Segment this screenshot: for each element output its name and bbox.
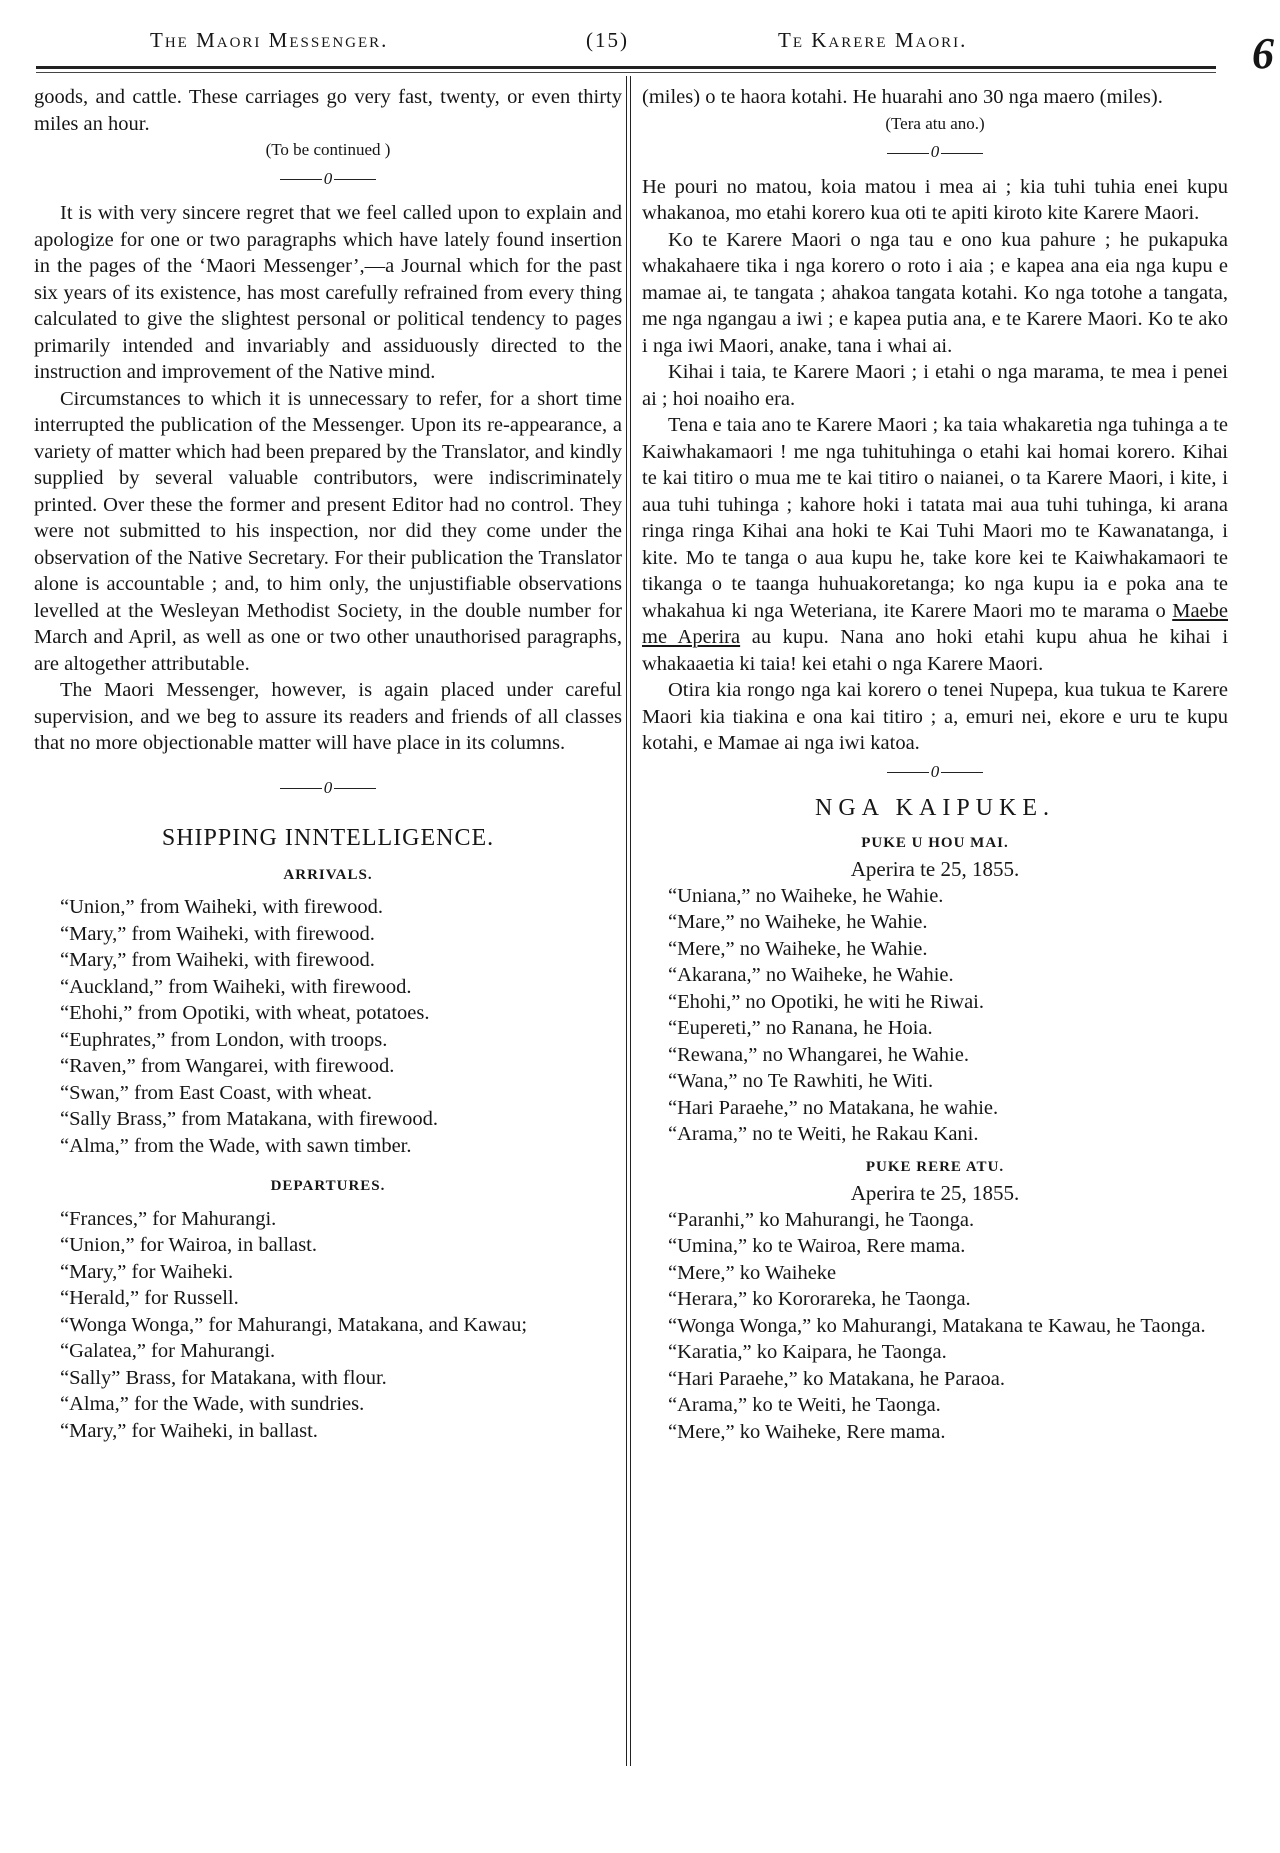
arrivals-list [642,883,1228,1148]
list-item: “Euphrates,” from London, with troops. [60,1028,388,1051]
list-item: “Mere,” ko Waiheke [668,1261,837,1284]
to-be-continued: (To be continued ) [265,140,391,159]
paragraph: The Maori Messenger, however, is again placed under careful supervision, and we beg to assure its readers and friends of all classes that no more objectionable matter will have place in its columns. [34,679,622,754]
paragraph: Otira kia rongo nga kai korero o tenei Nupepa, kua tukua te Karere Maori kia tiakina e ona kai titiro ; a, emuri nei, ekore e uru te kupu kotahi, e Mamae ai nga iwi katoa. [642,679,1228,754]
list-item: “Alma,” for the Wade, with sundries. [60,1393,365,1415]
separator: 0 [34,166,622,193]
shipping-heading: NGA KAIPUKE. [815,795,1055,821]
list-item: “Wana,” no Te Rawhiti, he Witi. [668,1070,934,1092]
list-item: “Sally Brass,” from Matakana, with firewood. [60,1108,439,1130]
list-item: “Mere,” ko Waiheke, Rere mama. [668,1420,946,1443]
list-item: “Akarana,” no Waiheke, he Wahie. [668,964,954,986]
list-item: “Union,” from Waiheki, with firewood. [60,896,384,918]
list-item: “Mere,” no Waiheke, he Wahie. [668,937,928,960]
list-item: “Uniana,” no Waiheke, he Wahie. [668,884,944,907]
departures-list [642,1207,1228,1446]
list-item: “Raven,” from Wangarei, with firewood. [60,1055,395,1077]
paragraph: (miles) o te haora kotahi. He huarahi ano 30 nga maero (miles). [642,86,1163,108]
list-item: “Mary,” from Waiheki, with firewood. [60,922,375,945]
list-item: “Umina,” ko te Wairoa, Rere mama. [668,1235,966,1257]
arrivals-heading: ARRIVALS. [283,866,373,883]
list-item: “Ehohi,” from Opotiki, with wheat, potatoes. [60,1002,430,1024]
list-item: “Sally” Brass, for Matakana, with flour. [60,1366,387,1389]
list-item: “Galatea,” for Mahurangi. [60,1340,276,1362]
list-item: “Karatia,” ko Kaipara, he Taonga. [668,1341,947,1363]
maori-column [642,84,1228,1445]
list-item: “Frances,” for Mahurangi. [60,1207,277,1230]
separator: 0 [642,759,1228,786]
arrivals-heading: PUKE U HOU MAI. [861,834,1009,851]
shipping-heading: SHIPPING INNTELLIGENCE. [161,825,495,851]
list-item: “Arama,” ko te Weiti, he Taonga. [668,1394,941,1416]
column-divider [626,76,631,1766]
to-be-continued: (Tera atu ano.) [885,113,985,133]
list-item: “Mary,” for Waiheki, in ballast. [60,1419,318,1442]
paragraph: He pouri no matou, koia matou i mea ai ; kia tuhi tuhia enei kupu whakanoa, mo etahi korero kua oti te apiti kiroto kite Karere Maori. [642,175,1228,224]
header-english-title: The Maori Messenger. [150,28,389,52]
list-item: “Eupereti,” no Ranana, he Hoia. [668,1017,933,1039]
list-item: “Mary,” for Waiheki. [60,1260,234,1283]
arrivals-list [34,894,622,1159]
paragraph: Circumstances to which it is unnecessary to refer, for a short time interrupted the publication of the Messenger. Upon its re-appearance, a variety of matter which had been prepared by the Translator, and kindly supplied by several valuable contributors, were indiscriminately printed. Over these the former and present Editor had no control. They were not submitted to his inspection, nor did they come under the observation of the Native Secretary. For their publication the Translator alone is accountable ; and, to him only, the unjustifiable observations levelled at the Wesleyan Methodist Society, in the double number for March and April, as well as one or two other unauthorised paragraphs, are altogether attributable. [34,387,622,675]
list-item: “Herara,” ko Kororareka, he Taonga. [668,1288,971,1310]
paragraph-text: au kupu. Nana ano hoki etahi kupu ahua he kihai i whakaaetia ki taia! kei etahi o nga Karere Maori. [642,626,1229,675]
separator: 0 [642,139,1228,166]
header-maori-title: Te Karere Maori. [778,28,968,52]
departures-heading: DEPARTURES. [270,1178,386,1194]
paragraph: Ko te Karere Maori o nga tau e ono kua pahure ; he pukapuka whakahaere tika i nga korero o roto i aia ; e kapea ana eia nga kupu e mamae ai, te tangata ; ahakoa tangata kotahi. Ko nga totohe a tangata, me nga ngangau a iwi ; e kapea putia ana, e te Karere Maori. Ko te ako i nga iwi Maori, anake, tana i whai ai. [642,228,1228,357]
list-item: “Auckland,” from Waiheki, with firewood. [60,975,412,998]
departures-list [34,1206,622,1445]
underlined-text: Maebe me Aperira [642,599,1228,648]
list-item: “Arama,” no te Weiti, he Rakau Kani. [668,1123,979,1145]
page-number: (15) [586,28,629,52]
arrivals-date: Aperira te 25, 1855. [850,857,1020,881]
list-item: “Mary,” from Waiheki, with firewood. [60,949,375,971]
header-rule-thin [36,72,1216,73]
paragraph-text: Tena e taia ano te Karere Maori ; ka taia whakaretia nga tuhinga a te Kaiwhakamaori ! me nga tuhituhinga o etahi kai homai korero. Kihai te kai titiro o mua me te kai titiro o naianei, o ta Karere Maori, i kite, i aua tuhi tuhinga ; kahore hoki i tatata mai aua tuhi tuhinga, ki arana ringa ringa Kihai ana hoki te Kai Tuhi Maori mo te Kawanatanga, i kite. Mo te tanga o aua kupu he, take kore kei te Kaiwhakamaori te tikanga o te taanga huhuakoretanga; ko nga kupu ia e poka ana te whakahua ki nga Weteriana, ite Karere Maori mo te marama o [642,414,1228,622]
paragraph [642,412,1228,677]
list-item: “Paranhi,” ko Mahurangi, he Taonga. [668,1208,975,1231]
list-item: “Wonga Wonga,” for Mahurangi, Matakana, and Kawau; [60,1313,528,1336]
separator: 0 [34,775,622,802]
list-item: “Ehohi,” no Opotiki, he witi he Riwai. [668,990,984,1013]
header-rule [36,66,1216,69]
paragraph: goods, and cattle. These carriages go very fast, twenty, or even thirty miles an hour. [34,86,622,135]
list-item: “Hari Paraehe,” no Matakana, he wahie. [668,1096,999,1119]
list-item: “Alma,” from the Wade, with sawn timber. [60,1134,412,1157]
paragraph: Kihai i taia, te Karere Maori ; i etahi o nga marama, te mea i penei ai ; hoi noaiho era. [642,361,1228,410]
running-header [0,28,1280,78]
list-item: “Rewana,” no Whangarei, he Wahie. [668,1043,969,1066]
list-item: “Union,” for Wairoa, in ballast. [60,1234,317,1256]
list-item: “Swan,” from East Coast, with wheat. [60,1081,372,1104]
list-item: “Herald,” for Russell. [60,1287,239,1309]
departures-heading: PUKE RERE ATU. [865,1158,1005,1175]
handwritten-mark: 6 [1252,29,1276,78]
departures-date: Aperira te 25, 1855. [850,1181,1020,1205]
english-column [34,84,622,1444]
paragraph: It is with very sincere regret that we feel called upon to explain and apologize for one or two paragraphs which have lately found insertion in the pages of the ‘Maori Messenger’,—a Journal which for the past six years of its existence, has most carefully refrained from every thing calculated to give the slightest personal or political tendency to pages primarily intended and invariably and assiduously directed to the instruction and improvement of the Native mind. [34,202,622,383]
list-item: “Mare,” no Waiheke, he Wahie. [668,911,928,933]
list-item: “Hari Paraehe,” ko Matakana, he Paraoa. [668,1367,1005,1390]
list-item: “Wonga Wonga,” ko Mahurangi, Matakana te Kawau, he Taonga. [668,1314,1206,1337]
